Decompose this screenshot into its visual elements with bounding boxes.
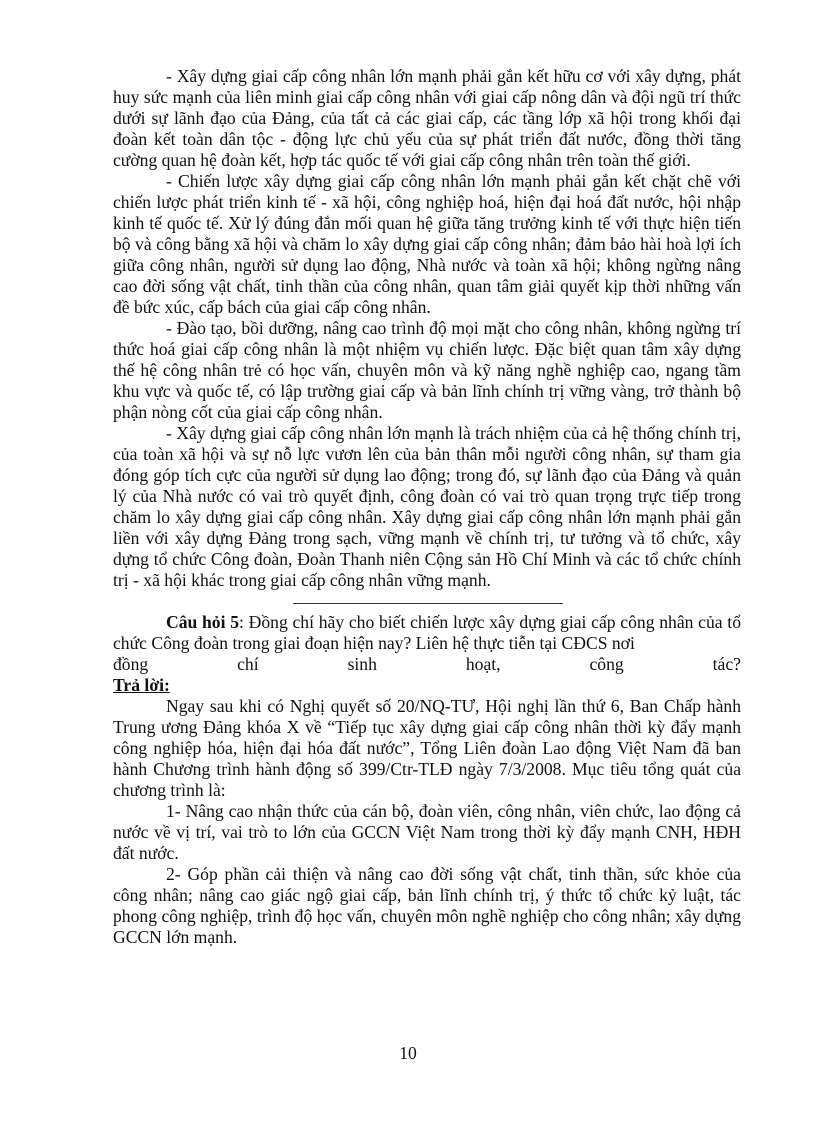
question-word: tác?: [712, 654, 741, 674]
question-label: Câu hỏi 5: [166, 612, 240, 632]
paragraph: 1- Nâng cao nhận thức của cán bộ, đoàn viên, công nhân, viên chức, lao động cả nước về vị trí, vai trò to lớn của GCCN Việt Nam trong thời kỳ đẩy mạnh CNH, HĐH đất nước.: [113, 801, 741, 863]
question-last-line: [113, 654, 741, 675]
paragraph: 2- Góp phần cải thiện và nâng cao đời sống vật chất, tinh thần, sức khỏe của công nhân; nâng cao giác ngộ giai cấp, bản lĩnh chính trị, ý thức tổ chức kỷ luật, tác phong công nghiệp, trình độ học vấn, chuyên môn nghề nghiệp cho công nhân; xây dựng GCCN lớn mạnh.: [113, 864, 741, 947]
paragraph: Ngay sau khi có Nghị quyết số 20/NQ-TƯ, Hội nghị lần thứ 6, Ban Chấp hành Trung ương Đảng khóa X về “Tiếp tục xây dựng giai cấp công nhân thời kỳ đẩy mạnh công nghiệp hóa, hiện đại hóa đất nước”, Tổng Liên đoàn Lao động Việt Nam đã ban hành Chương trình hành động số 399/Ctr-TLĐ ngày 7/3/2008. Mục tiêu tổng quát của chương trình là:: [113, 696, 741, 800]
answer-label: Trả lời:: [113, 675, 170, 695]
question-word: sinh: [347, 654, 377, 674]
question-word: đồng: [113, 654, 149, 674]
question-word: chí: [237, 654, 259, 674]
question-text: : Đồng chí hãy cho biết chiến lược xây dựng giai cấp công nhân của tổ chức Công đoàn trong giai đoạn hiện nay? Liên hệ thực tiễn tại CĐCS nơi: [113, 612, 741, 653]
paragraph: - Xây dựng giai cấp công nhân lớn mạnh phải gắn kết hữu cơ với xây dựng, phát huy sức mạnh của liên minh giai cấp công nhân với giai cấp nông dân và đội ngũ trí thức dưới sự lãnh đạo của Đảng, của tất cả các giai cấp, các tầng lớp xã hội trong khối đại đoàn kết toàn dân tộc - động lực chủ yếu của sự phát triển đất nước, đồng thời tăng cường quan hệ đoàn kết, hợp tác quốc tế với giai cấp công nhân trên toàn thế giới.: [113, 66, 741, 170]
document-page: [113, 66, 741, 948]
question-block: [113, 612, 741, 675]
paragraph: - Đào tạo, bồi dưỡng, nâng cao trình độ mọi mặt cho công nhân, không ngừng trí thức hoá giai cấp công nhân là một nhiệm vụ chiến lược. Đặc biệt quan tâm xây dựng thế hệ công nhân trẻ có học vấn, chuyên môn và kỹ năng nghề nghiệp cao, ngang tầm khu vực và quốc tế, có lập trường giai cấp và bản lĩnh chính trị vững vàng, trở thành bộ phận nòng cốt của giai cấp công nhân.: [113, 318, 741, 422]
question-word: hoạt,: [465, 654, 501, 674]
question-word: công: [589, 654, 624, 674]
paragraph: - Xây dựng giai cấp công nhân lớn mạnh là trách nhiệm của cả hệ thống chính trị, của toàn xã hội và sự nỗ lực vươn lên của bản thân mỗi người công nhân, sự tham gia đóng góp tích cực của người sử dụng lao động; trong đó, sự lãnh đạo của Đảng và quản lý của Nhà nước có vai trò quyết định, công đoàn có vai trò quan trọng trực tiếp trong chăm lo xây dựng giai cấp công nhân. Xây dựng giai cấp công nhân lớn mạnh phải gắn liền với xây dựng Đảng trong sạch, vững mạnh về chính trị, tư tưởng và tổ chức, xây dựng tổ chức Công đoàn, Đoàn Thanh niên Cộng sản Hồ Chí Minh và các tổ chức chính trị - xã hội khác trong giai cấp công nhân vững mạnh.: [113, 423, 741, 590]
section-divider: [293, 603, 563, 604]
paragraph: - Chiến lược xây dựng giai cấp công nhân lớn mạnh phải gắn kết chặt chẽ với chiến lược phát triển kinh tế - xã hội, công nghiệp hoá, hiện đại hoá đất nước, hội nhập kinh tế quốc tế. Xử lý đúng đắn mối quan hệ giữa tăng trưởng kinh tế với thực hiện tiến bộ và công bằng xã hội và chăm lo xây dựng giai cấp công nhân; đảm bảo hài hoà lợi ích giữa công nhân, người sử dụng lao động, Nhà nước và toàn xã hội; không ngừng nâng cao đời sống vật chất, tinh thần của công nhân, quan tâm giải quyết kịp thời những vấn đề bức xúc, cấp bách của giai cấp công nhân.: [113, 171, 741, 317]
page-number: 10: [399, 1043, 417, 1063]
